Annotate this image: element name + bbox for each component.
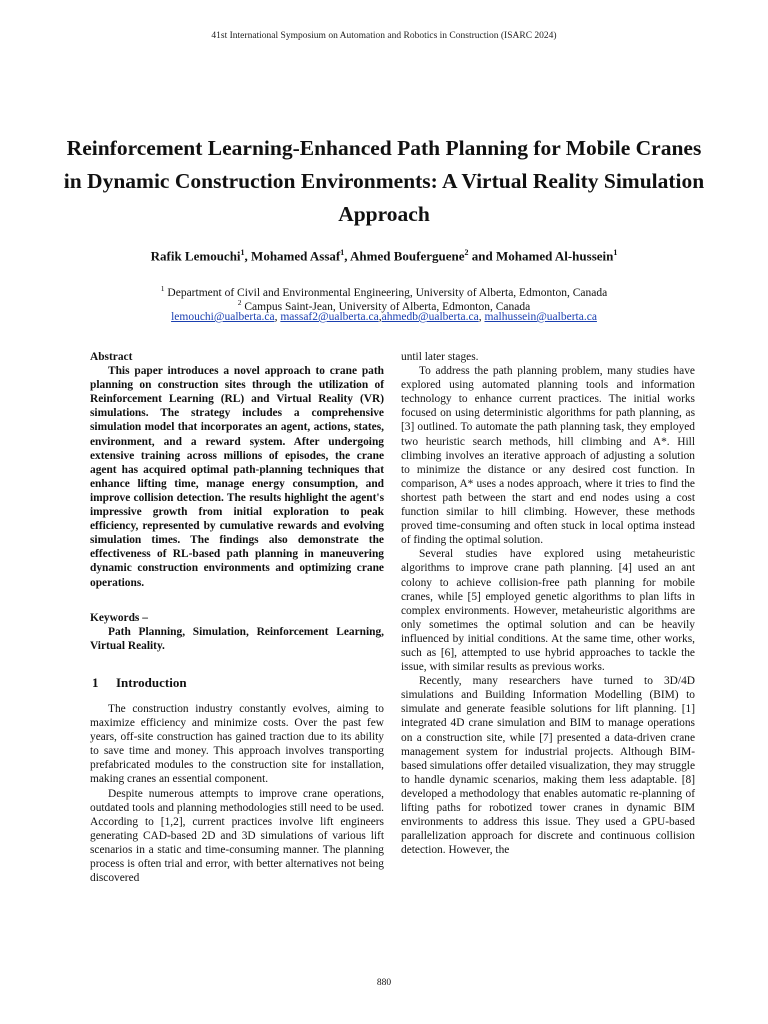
body-paragraph: Several studies have explored using metaheuristic algorithms to improve crane path planning. [4] used an ant colony to achieve collision-free path planning for mobile cranes, while [5] employed genetic algorithms to plan lifts in complex environments. However, metaheuristic algorithms are only sometimes the optimal solution and can be heavily influenced by initial conditions. At the same time, other works, such as [6], attempted to use hybrid approaches to tackle the issue, with similar results as previous works. — [401, 548, 695, 674]
paper-title: Reinforcement Learning-Enhanced Path Planning for Mobile Cranes in Dynamic Construction Environments: A Virtual Reality Simulation Approach — [63, 136, 705, 226]
affiliation-sup: 1 — [160, 284, 165, 293]
email-list: lemouchi@ualberta.ca, massaf2@ualberta.ca,ahmedb@ualberta.ca, malhussein@ualberta.ca — [171, 311, 597, 323]
author-name: Mohamed Assaf — [251, 248, 341, 264]
author-and: and — [468, 248, 496, 264]
author-separator: , — [244, 248, 252, 264]
section-heading-introduction — [90, 676, 384, 690]
page-number: 880 — [376, 978, 392, 988]
author-affil-sup: 1 — [340, 248, 345, 257]
right-column — [401, 350, 695, 857]
body-paragraph: Despite numerous attempts to improve crane operations, outdated tools and planning methodologies still need to be used. According to [1,2], current practices involve lift engineers generating CAD-based 2D and 3D simulations of various lift scenarios in a static and time-consuming manner. The planning process is often trial and error, with better alternatives not being discovered — [90, 787, 384, 885]
author-list — [0, 248, 768, 264]
email-link[interactable]: ahmedb@ualberta.ca — [381, 311, 479, 323]
body-paragraph: The construction industry constantly evolves, aiming to maximize efficiency and minimize costs. Over the past few years, off-site construction has gained traction due to its ability to save time and money. This approach involves transporting prefabricated modules to the construction site for installation, making cranes an essential component. — [90, 702, 384, 786]
author-name: Ahmed Bouferguene — [350, 248, 465, 264]
keywords-heading: Keywords – — [90, 611, 148, 624]
email-link[interactable]: lemouchi@ualberta.ca — [171, 311, 275, 323]
left-column — [90, 350, 384, 885]
affiliation-text: Campus Saint-Jean, University of Alberta, Edmonton, Canada — [241, 300, 531, 313]
affiliation-sup: 2 — [237, 298, 242, 307]
author-name: Mohamed Al-hussein — [495, 248, 614, 264]
email-link[interactable]: massaf2@ualberta.ca — [280, 311, 379, 323]
section-title: Introduction — [116, 674, 187, 690]
body-paragraph: until later stages. — [401, 351, 479, 363]
affiliation-text: Department of Civil and Environmental Engineering, University of Alberta, Edmonton, Canada — [164, 286, 608, 299]
author-affil-sup: 1 — [240, 248, 245, 257]
section-number: 1 — [92, 674, 99, 690]
keywords-body: Path Planning, Simulation, Reinforcement Learning, Virtual Reality. — [90, 625, 384, 652]
author-affil-sup: 1 — [613, 248, 618, 257]
abstract-body: This paper introduces a novel approach to crane path planning on construction sites through the utilization of Reinforcement Learning (RL) and Virtual Reality (VR) simulations. The strategy includes a comprehensive simulation model that incorporates an agent, actions, states, environment, and a reward system. After undergoing extensive training across millions of episodes, the crane agent has acquired optimal path-planning techniques that enhance lifting time, manage energy consumption, and improve collision detection. The results highlight the agent's impressive growth from initial exploration to peak efficiency, represented by cumulative rewards and evolving simulation times. The findings also demonstrate the effectiveness of RL-based path planning in maneuvering dynamic construction environments and optimizing crane operations. — [90, 365, 384, 589]
body-paragraph: To address the path planning problem, many studies have explored using automated planning tools and information technology to enhance current practices. The initial works focused on using deterministic algorithms for path planning, as [3] outlined. To automate the path planning task, they employed two heuristic search methods, hill climbing and A*. Hill climbing involves an iterative approach of adjusting a solution to minimize the distance or any desired cost function. In comparison, A* uses a nodes approach, where it tries to find the shortest path between the start and end nodes using a cost function similar to hill climbing. However, these methods proved time-consuming and often stuck in local optima instead of finding the optimal solution. — [401, 365, 695, 547]
author-name: Rafik Lemouchi — [150, 248, 241, 264]
abstract-heading: Abstract — [90, 351, 133, 363]
author-separator: , — [344, 248, 351, 264]
email-link[interactable]: malhussein@ualberta.ca — [484, 311, 597, 323]
body-paragraph: Recently, many researchers have turned to 3D/4D simulations and Building Information Modelling (BIM) to simulate and generate feasible solutions for lift planning. [1] integrated 4D crane simulation and BIM to manage operations on a construction site, while [7] presented a data-driven crane management system for industrial projects. Although BIM-based simulations offer detailed visualization, they may struggle to handle dynamic scenarios, making them less adaptable. [8] developed a methodology that enables automatic re-planning of lifting paths for robotized tower cranes in dynamic BIM environments to address this issue. They used a GPU-based parallelization approach for discrete and continuous collision detection. However, the — [401, 675, 695, 857]
author-affil-sup: 2 — [464, 248, 469, 257]
running-header: 41st International Symposium on Automation and Robotics in Construction (ISARC 2024) — [211, 31, 557, 41]
